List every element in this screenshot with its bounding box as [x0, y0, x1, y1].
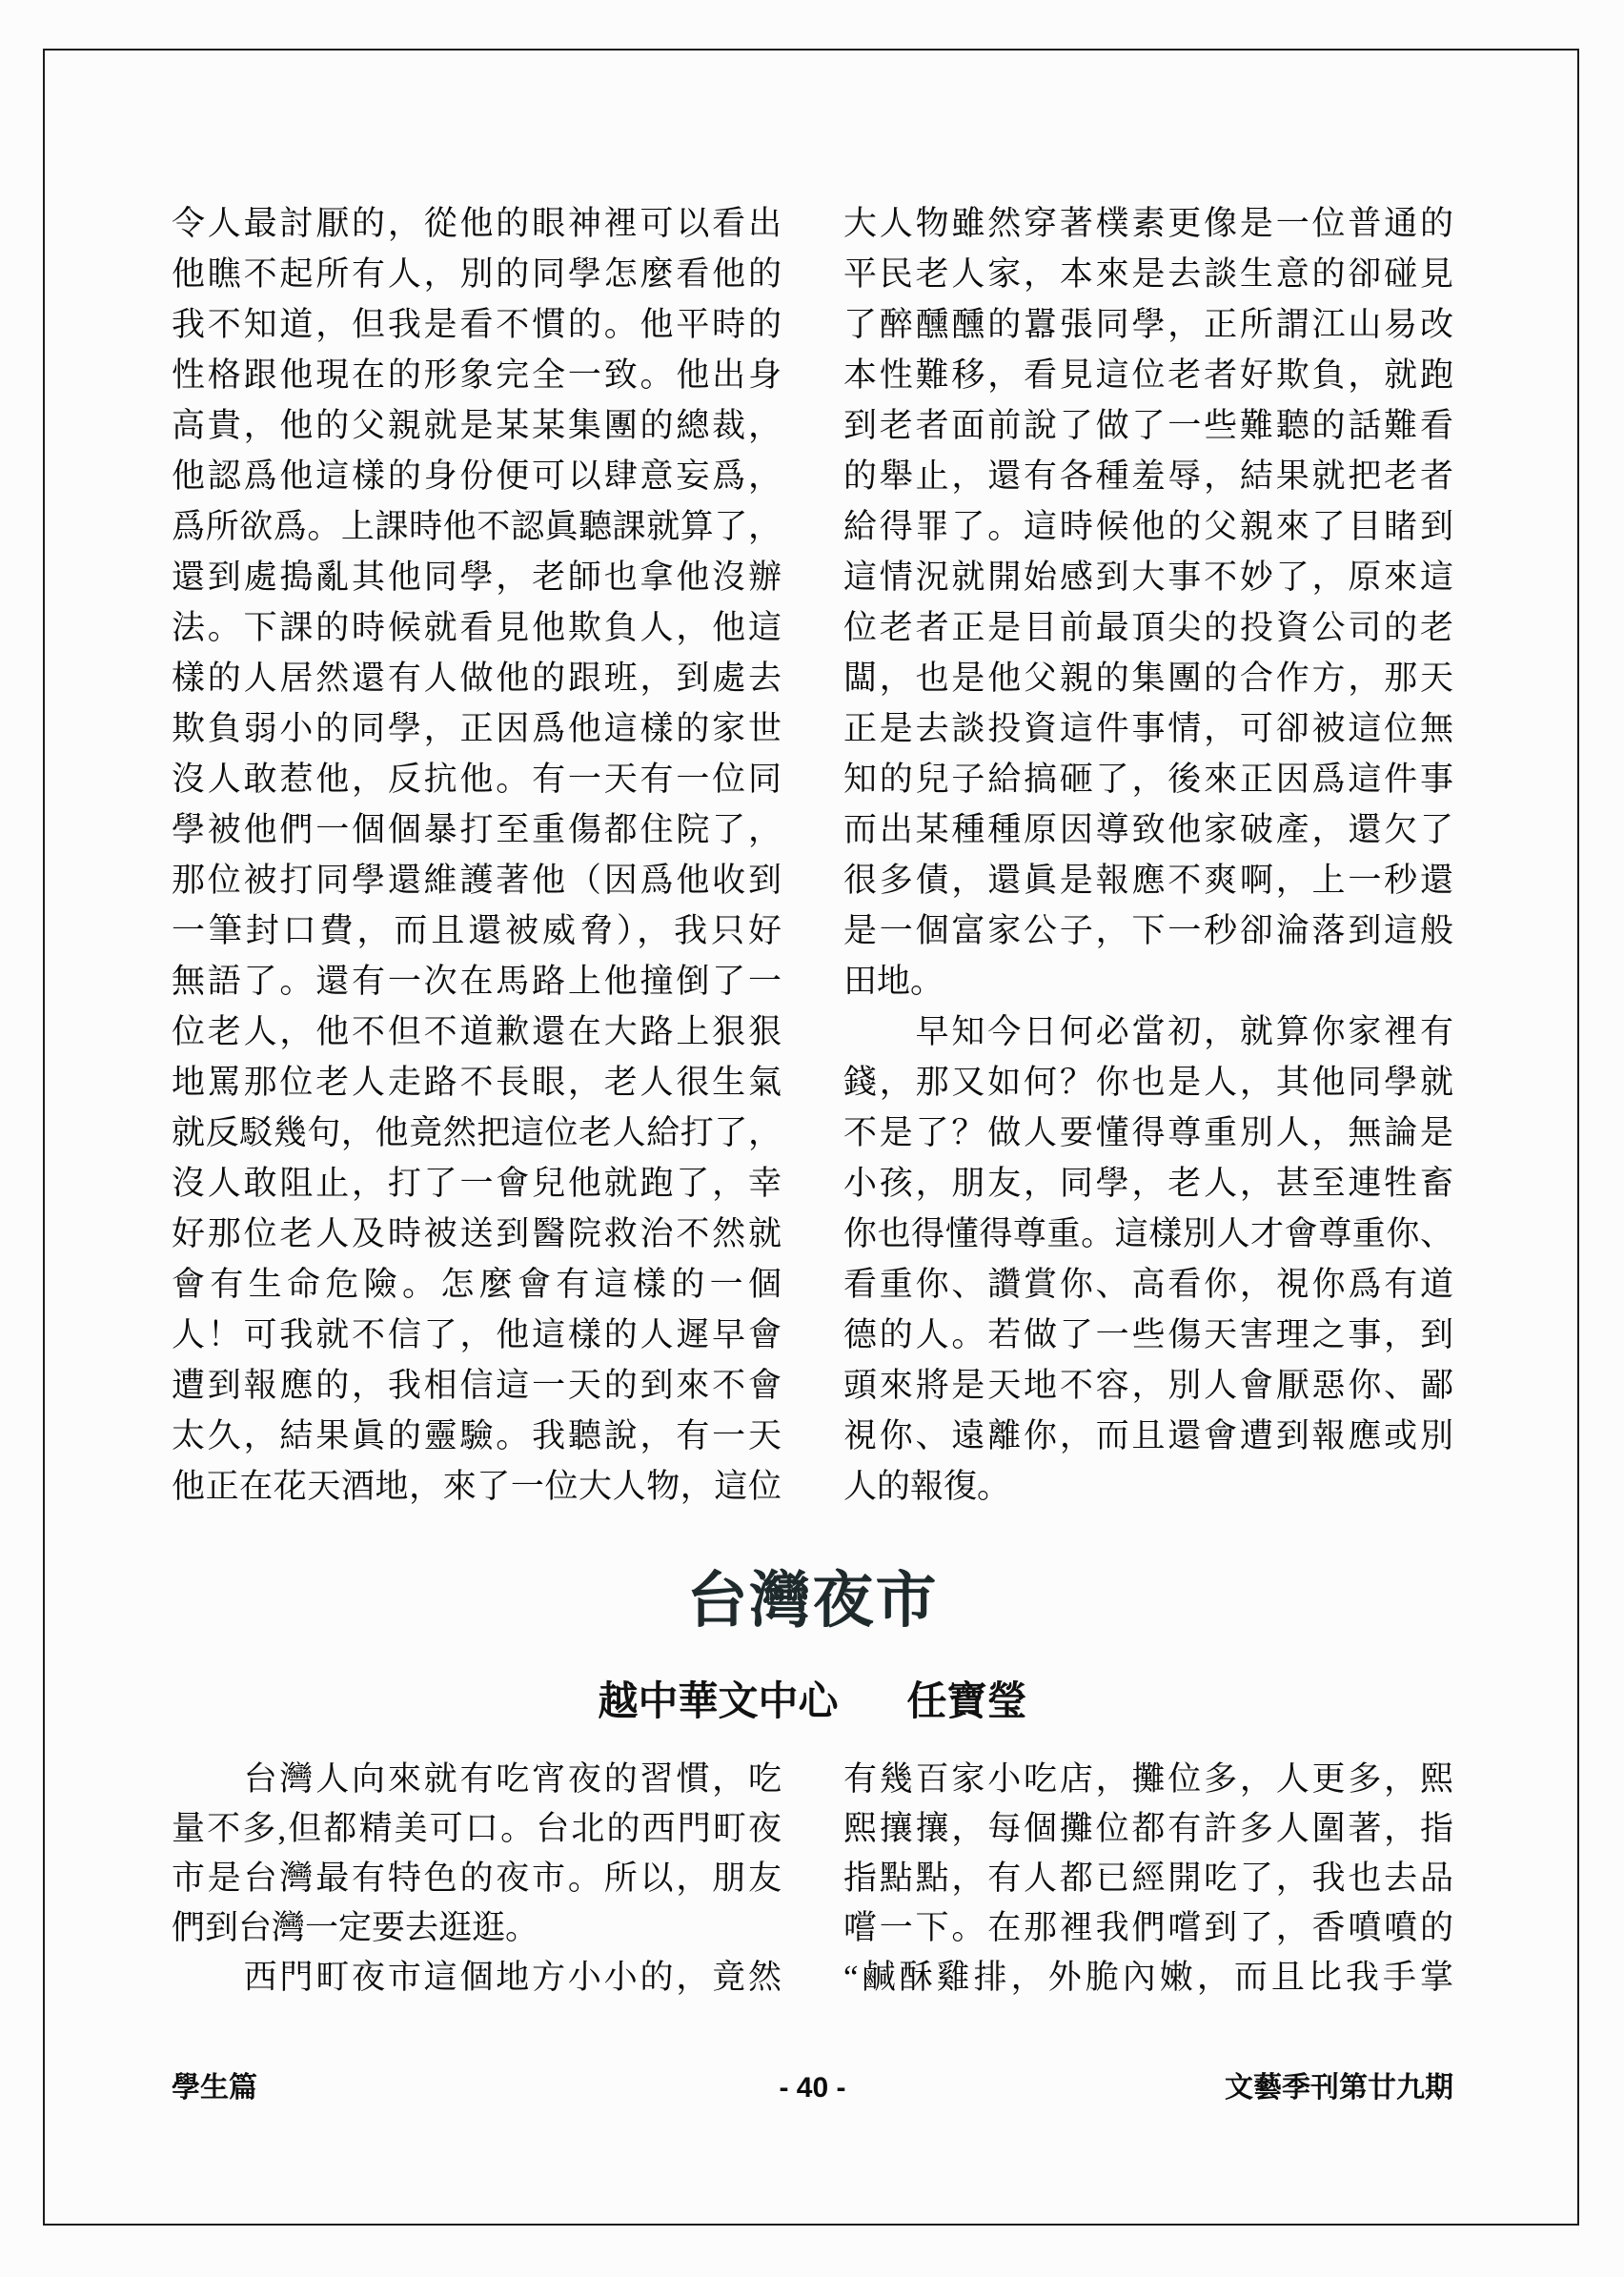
text-line: 他瞧不起所有人，別的同學怎麼看他的	[172, 255, 782, 293]
article2-byline	[172, 1674, 1453, 1731]
text-line: 市是台灣最有特色的夜市。所以，朋友	[172, 1860, 782, 1897]
text-line: 就反駁幾句，他竟然把這位老人給打了，	[172, 1114, 782, 1151]
text-line: 而出某種種原因導致他家破產，還欠了	[843, 811, 1453, 848]
text-line: 還到處搗亂其他同學，老師也拿他沒辦	[172, 559, 782, 596]
text-line: 性格跟他現在的形象完全一致。他出身	[172, 356, 782, 394]
text-line: 樣的人居然還有人做他的跟班，到處去	[172, 660, 782, 697]
text-line: 闆，也是他父親的集團的合作方，那天	[843, 660, 1453, 697]
text-line: 很多債，還眞是報應不爽啊，上一秒還	[843, 862, 1453, 899]
text-line: 指點點，有人都已經開吃了，我也去品	[843, 1860, 1453, 1897]
article2-right-column	[843, 1755, 1453, 2003]
text-line: 這情況就開始感到大事不妙了，原來這	[843, 559, 1453, 596]
text-line: 位老者正是目前最頂尖的投資公司的老	[843, 609, 1453, 646]
footer-issue-name: 文藝季刊第廿九期	[1225, 2072, 1453, 2104]
text-line: 正是去談投資這件事情，可卻被這位無	[843, 710, 1453, 747]
text-line: 是一個富家公子，下一秒卻淪落到這般	[843, 912, 1453, 949]
text-line: 德的人。若做了一些傷天害理之事，到	[843, 1316, 1453, 1353]
text-line: 他認爲他這樣的身份便可以肆意妄爲，	[172, 457, 782, 495]
text-line: 的舉止，還有各種羞辱，結果就把老者	[843, 457, 1453, 495]
footer-page-number: - 40 -	[779, 2072, 846, 2104]
text-line: 會有生命危險。怎麼會有這樣的一個	[172, 1266, 782, 1303]
text-line: 有幾百家小吃店，攤位多，人更多，熙	[843, 1760, 1453, 1798]
text-line: 無語了。還有一次在馬路上他撞倒了一	[172, 963, 782, 1000]
text-line: 太久，結果眞的靈驗。我聽說，有一天	[172, 1417, 782, 1454]
text-line: “鹹酥雞排，外脆內嫩，而且比我手掌	[843, 1959, 1453, 1996]
text-line: 不是了？做人要懂得尊重別人，無論是	[843, 1114, 1453, 1151]
text-line: 們到台灣一定要去逛逛。	[172, 1909, 539, 1946]
article2-left-column	[172, 1755, 782, 2003]
text-line: 你也得懂得尊重。這樣別人才會尊重你、	[843, 1215, 1453, 1252]
text-line: 本性難移，看見這位老者好欺負，就跑	[843, 356, 1453, 394]
text-line: 熙攘攘，每個攤位都有許多人圍著，指	[843, 1810, 1453, 1847]
text-line: 大人物雖然穿著樸素更像是一位普通的	[843, 205, 1453, 242]
text-line: 遭到報應的，我相信這一天的到來不會	[172, 1367, 782, 1404]
text-line: 台灣人向來就有吃宵夜的習慣，吃	[172, 1760, 782, 1798]
text-line: 令人最討厭的，從他的眼神裡可以看出	[172, 205, 782, 242]
text-line: 量不多,但都精美可口。台北的西門町夜	[172, 1810, 782, 1847]
text-line: 田地。	[843, 963, 944, 1000]
text-line: 法。下課的時候就看見他欺負人，他這	[172, 609, 782, 646]
article1-right-column	[843, 198, 1453, 1512]
text-line: 視你、遠離你，而且還會遭到報應或別	[843, 1417, 1453, 1454]
text-line: 了醉醺醺的囂張同學，正所謂江山易改	[843, 306, 1453, 343]
text-line: 錢，那又如何？你也是人，其他同學就	[843, 1064, 1453, 1101]
byline-organization: 越中華文中心	[598, 1680, 839, 1724]
text-line: 沒人敢惹他，反抗他。有一天有一位同	[172, 761, 782, 798]
footer-section-name: 學生篇	[172, 2072, 257, 2104]
text-line: 爲所欲爲。上課時他不認眞聽課就算了，	[172, 508, 782, 545]
text-line: 位老人，他不但不道歉還在大路上狠狠	[172, 1013, 782, 1050]
text-line: 嚐一下。在那裡我們嚐到了，香噴噴的	[843, 1909, 1453, 1946]
text-line: 西門町夜市這個地方小小的，竟然	[172, 1959, 782, 1996]
byline-author: 任寶瑩	[906, 1680, 1027, 1724]
text-line: 平民老人家，本來是去談生意的卻碰見	[843, 255, 1453, 293]
page-footer	[172, 2068, 1453, 2108]
text-line: 我不知道，但我是看不慣的。他平時的	[172, 306, 782, 343]
text-line: 一筆封口費，而且還被威脅），我只好	[172, 912, 782, 949]
text-line: 高貴，他的父親就是某某集團的總裁，	[172, 407, 782, 444]
text-line: 欺負弱小的同學，正因爲他這樣的家世	[172, 710, 782, 747]
article2-title: 台灣夜市	[686, 1567, 939, 1635]
text-line: 早知今日何必當初，就算你家裡有	[843, 1013, 1453, 1050]
text-line: 小孩，朋友，同學，老人，甚至連牲畜	[843, 1165, 1453, 1202]
text-line: 給得罪了。這時候他的父親來了目睹到	[843, 508, 1453, 545]
text-line: 看重你、讚賞你、高看你，視你爲有道	[843, 1266, 1453, 1303]
text-line: 他正在花天酒地，來了一位大人物，這位	[172, 1468, 782, 1505]
text-line: 人的報復。	[843, 1468, 1011, 1505]
text-line: 知的兒子給搞砸了，後來正因爲這件事	[843, 761, 1453, 798]
text-line: 地罵那位老人走路不長眼，老人很生氣	[172, 1064, 782, 1101]
text-line: 好那位老人及時被送到醫院救治不然就	[172, 1215, 782, 1252]
text-line: 沒人敢阻止，打了一會兒他就跑了，幸	[172, 1165, 782, 1202]
article1-left-column	[172, 198, 782, 1512]
text-line: 人！可我就不信了，他這樣的人遲早會	[172, 1316, 782, 1353]
text-line: 到老者面前說了做了一些難聽的話難看	[843, 407, 1453, 444]
text-line: 那位被打同學還維護著他（因爲他收到	[172, 862, 782, 899]
text-line: 學被他們一個個暴打至重傷都住院了，	[172, 811, 782, 848]
text-line: 頭來將是天地不容，別人會厭惡你、鄙	[843, 1367, 1453, 1404]
